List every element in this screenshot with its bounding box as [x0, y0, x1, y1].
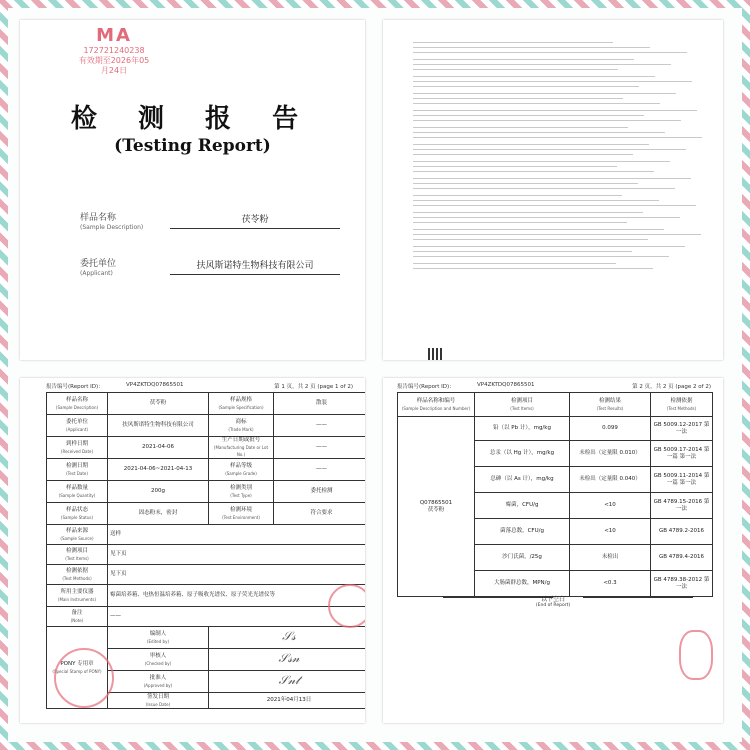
fine-print-line: [413, 149, 686, 150]
report-title: 检 测 报 告: [70, 104, 315, 134]
table-row: [47, 565, 366, 585]
qr-code-icon: [428, 348, 444, 360]
test-method: GB 4789.38-2012 第一法: [651, 571, 713, 597]
cell-label-en: (Checked by): [144, 660, 172, 666]
signature-edited: 𝒮𝓈: [209, 627, 366, 649]
cell-value: ——: [274, 415, 366, 437]
applicant-label: 委托单位: [80, 259, 117, 269]
table-row: [47, 393, 366, 415]
end-of-report: [383, 594, 723, 608]
cell-value: 委托检测: [274, 481, 366, 503]
fine-print-line: [413, 222, 627, 223]
cell-label-en: (Issue Date): [145, 701, 171, 707]
fine-print-line: [413, 132, 665, 133]
fine-print-line: [413, 93, 676, 94]
table-row: [47, 585, 366, 607]
fine-print-line: [413, 166, 617, 167]
fine-print-line: [413, 137, 702, 138]
cover-sample-row: [80, 210, 340, 240]
table-header-row: [398, 393, 713, 417]
end-text: 以下空白: [540, 596, 565, 603]
test-result: 未检出（定量限 0.010）: [570, 441, 651, 467]
test-item: 大肠菌群总数，MPN/g: [475, 571, 570, 597]
cell-value: 2021-04-06: [108, 437, 209, 459]
fine-print-line: [413, 161, 670, 162]
signature-checked: 𝒮𝓈𝓃: [209, 649, 366, 671]
test-item: 沙门氏菌，/25g: [475, 545, 570, 571]
test-method: GB 4789.2-2016: [651, 519, 713, 545]
cell-value: 茯苓粉: [108, 393, 209, 415]
cell-value: 200g: [108, 481, 209, 503]
fine-print-line: [413, 86, 639, 87]
sample-id: Q07865501: [419, 499, 453, 506]
cell-label: 审核人: [149, 652, 167, 659]
seal-edge-icon: [679, 630, 713, 680]
cell-label-en: (Received Date): [60, 448, 94, 454]
sample-value: 茯苓粉: [241, 215, 269, 225]
cma-logo-text: MA: [96, 25, 132, 46]
cell-label: 所用主要仪器: [60, 588, 94, 595]
fine-print-line: [413, 229, 664, 230]
test-method: GB 5009.12-2017 第一法: [651, 417, 713, 441]
test-method: GB 5009.17-2014 第一篇 第一法: [651, 441, 713, 467]
cell-value: 霉菌培养箱、电热恒温培养箱、原子吸收光谱仪、原子荧光光谱仪等: [108, 585, 366, 607]
fine-print-line: [413, 268, 653, 269]
header-cell: 检测项目: [510, 397, 533, 404]
official-seal-icon: [54, 648, 114, 708]
fine-print-line: [413, 127, 628, 128]
cell-label: 样品状态: [65, 506, 88, 513]
cell-value: 见下页: [108, 545, 366, 565]
report-id: VP4ZKTDQ07865501: [126, 382, 184, 388]
report-page-1: [20, 378, 365, 723]
cell-label-en: (Note): [70, 617, 84, 623]
cell-label-en: (Test Environment): [222, 514, 260, 520]
cell-label: 样品数量: [65, 484, 88, 491]
fine-print-line: [413, 110, 697, 111]
fine-print-line: [413, 205, 696, 206]
stamp-label-en: (Special Stamp of PONY): [52, 668, 102, 674]
fine-print-line: [413, 188, 675, 189]
header-cell: 检测结果: [598, 397, 621, 404]
cma-logo-validity: 有效期至2026年05月24日: [78, 56, 150, 75]
table-row: [47, 627, 366, 649]
cell-label-en: (Test Type): [230, 492, 252, 498]
fine-print-line: [413, 103, 660, 104]
seal-edge-icon: [328, 584, 365, 628]
cover-applicant-row: [80, 256, 340, 286]
fine-print-line: [413, 178, 691, 179]
applicant-label-en: (Applicant): [80, 270, 113, 277]
table-row: [398, 417, 713, 441]
cell-label: 批准人: [149, 674, 167, 681]
cell-label: 样品来源: [65, 527, 88, 534]
test-item: 菌落总数，CFU/g: [475, 519, 570, 545]
cell-label-en: (Test Date): [66, 470, 88, 476]
cell-label: 编制人: [149, 630, 167, 637]
header-cell-en: (Sample Description and Number): [401, 405, 471, 411]
applicant-value: 扶风斯诺特生物科技有限公司: [196, 261, 314, 271]
cell-label: 委托单位: [65, 418, 88, 425]
issue-date: 2021年04月13日: [209, 693, 366, 709]
cell-value: 固态粉末，密封: [108, 503, 209, 525]
fine-print-line: [413, 81, 692, 82]
report-id-label: 报告编号(Report ID)：: [46, 384, 104, 390]
table-row: [47, 437, 366, 459]
fine-print-line: [413, 200, 659, 201]
cell-value: 送样: [108, 525, 366, 545]
fine-print-line: [413, 47, 650, 48]
cell-label-en: (Edited by): [146, 638, 170, 644]
test-method: GB 5009.11-2014 第一篇 第一法: [651, 467, 713, 493]
test-result: 未检出: [570, 545, 651, 571]
test-item: 霉菌，CFU/g: [475, 493, 570, 519]
cell-label-en: (Test Items): [65, 555, 89, 561]
cell-label: 样品等级: [229, 462, 252, 469]
page-info: 第 1 页，共 2 页 (page 1 of 2): [274, 384, 353, 390]
cell-label: 检测项目: [65, 547, 88, 554]
fine-print-line: [413, 115, 644, 116]
table-row: [47, 607, 366, 627]
table-row: [47, 481, 366, 503]
fine-print-line: [413, 64, 671, 65]
cell-label-en: (Applicant): [66, 426, 88, 432]
fine-print-line: [413, 239, 648, 240]
test-method: GB 4789.15-2016 第一法: [651, 493, 713, 519]
cell-label-en: (Approved by): [143, 682, 173, 688]
cell-label-en: (Sample Quantity): [58, 492, 96, 498]
cell-value: 散装: [274, 393, 366, 415]
cell-label-en: (Test Methods): [62, 575, 92, 581]
test-result: <10: [570, 493, 651, 519]
header-cell-en: (Test Results): [596, 405, 624, 411]
cell-label-en: (Trade Mark): [228, 426, 254, 432]
sample-label: 样品名称: [80, 213, 117, 223]
cover-page: [20, 20, 365, 360]
cell-value: ——: [108, 607, 366, 627]
notes-page: [383, 20, 723, 360]
page-info: 第 2 页，共 2 页 (page 2 of 2): [632, 384, 711, 390]
sample-label-en: (Sample Description): [80, 224, 144, 231]
report-page-2: [383, 378, 723, 723]
fine-print-line: [413, 234, 701, 235]
cell-label-en: (Main Instruments): [57, 596, 97, 602]
cell-label: 样品名称: [65, 396, 88, 403]
cell-label: 签发日期: [146, 693, 169, 700]
cell-value: ——: [274, 437, 366, 459]
test-item: 总砷（以 As 计），mg/kg: [475, 467, 570, 493]
test-method: GB 4789.4-2016: [651, 545, 713, 571]
cell-label: 检测类别: [229, 484, 252, 491]
cma-logo-number: 172721240238: [83, 46, 145, 55]
test-item: 总汞（以 Hg 计），mg/kg: [475, 441, 570, 467]
underline: [170, 274, 340, 275]
sample-name: 茯苓粉: [427, 506, 445, 513]
cell-label: 样品规格: [229, 396, 252, 403]
cell-label-en: (Sample Description): [55, 404, 99, 410]
cell-value: 扶风斯诺特生物科技有限公司: [108, 415, 209, 437]
cell-label: 到样日期: [65, 440, 88, 447]
cell-label-en: (Sample Status): [60, 514, 94, 520]
fine-print-line: [413, 98, 623, 99]
cell-label-en: (Sample Source): [60, 535, 94, 541]
fine-print-line: [413, 212, 643, 213]
fine-print-line: [413, 256, 669, 257]
cma-logo: [76, 26, 152, 78]
cell-label-en: (Manufacturing Date or Lot No.): [213, 445, 269, 457]
header-cell-en: (Test Methods): [666, 405, 697, 411]
fine-print-line: [413, 52, 687, 53]
cell-label: 生产日期或批号: [221, 437, 261, 443]
fine-print-line: [413, 217, 680, 218]
fine-print-line: [413, 183, 638, 184]
fine-print-line: [413, 246, 685, 247]
fine-print-line: [413, 171, 654, 172]
cell-label-en: (Sample Grade): [225, 470, 257, 476]
test-result: <0.3: [570, 571, 651, 597]
test-result: 未检出（定量限 0.040）: [570, 467, 651, 493]
table-row: [47, 459, 366, 481]
underline: [170, 228, 340, 229]
fine-print-line: [413, 195, 622, 196]
test-result: <10: [570, 519, 651, 545]
table-row: [47, 545, 366, 565]
header-cell-en: (Test Items): [510, 405, 534, 411]
fine-print-line: [413, 154, 633, 155]
fine-print-line: [413, 251, 632, 252]
fine-print-line: [413, 76, 655, 77]
cell-label-en: (Sample Specification): [218, 404, 264, 410]
cell-label: 检测依据: [65, 567, 88, 574]
report-subtitle: (Testing Report): [114, 136, 271, 156]
table-row: [47, 503, 366, 525]
page-header: [46, 382, 353, 390]
header-cell: 样品名称和编号: [416, 397, 456, 404]
fine-print-line: [413, 42, 613, 43]
signature-approved: 𝒮𝓃𝓉: [209, 671, 366, 693]
cell-value: 符合要求: [274, 503, 366, 525]
page-header: [397, 382, 711, 390]
cell-label: 检测环境: [229, 506, 252, 513]
fine-print-line: [413, 69, 618, 70]
stamp-label: PONY 专用章: [60, 660, 94, 667]
cell-value: 见下页: [108, 565, 366, 585]
report-id-label: 报告编号(Report ID)：: [397, 384, 455, 390]
test-item: 铅（以 Pb 计），mg/kg: [475, 417, 570, 441]
fine-print-line: [413, 263, 616, 264]
test-result: 0.099: [570, 417, 651, 441]
end-text-en: (End of Report): [535, 603, 571, 608]
cell-value: 2021-04-06~2021-04-13: [108, 459, 209, 481]
cell-label: 检测日期: [65, 462, 88, 469]
fine-print-line: [413, 59, 634, 60]
cell-label: 商标: [235, 418, 247, 425]
report-id: VP4ZKTDQ07865501: [477, 382, 535, 388]
cell-label: 备注: [71, 609, 83, 616]
results-table: [397, 392, 713, 597]
fine-print-line: [413, 144, 649, 145]
cell-value: ——: [274, 459, 366, 481]
header-cell: 检测依据: [670, 397, 693, 404]
table-row: [47, 415, 366, 437]
table-row: [47, 525, 366, 545]
fine-print-line: [413, 120, 681, 121]
